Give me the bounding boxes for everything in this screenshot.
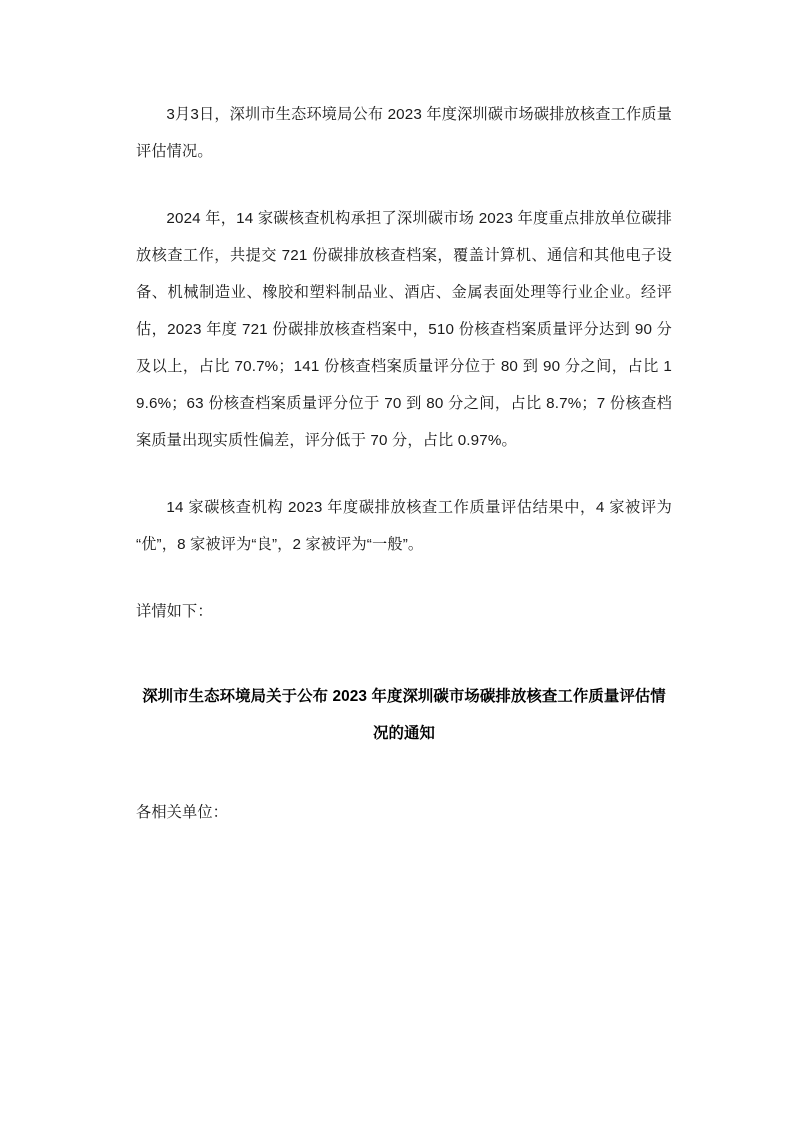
paragraph-statistics: 2024 年，14 家碳核查机构承担了深圳碳市场 2023 年度重点排放单位碳排放核查工作，共提交 721 份碳排放核查档案，覆盖计算机、通信和其他电子设备、机械制造业、橡胶和塑料制品业、酒店、金属表面处理等行业企业。经评估，2023 年度 721 份碳排放核查档案中，510 份核查档案质量评分达到 90 分及以上，占比 70.7%；141 份核查档案质量评分位于 80 到 90 分之间，占比 19.6%；63 份核查档案质量评分位于 70 到 80 分之间，占比 8.7%；7 份核查档案质量出现实质性偏差，评分低于 70 分，占比 0.97%。 (136, 210, 672, 449)
paragraph-addressee: 各相关单位： (136, 804, 229, 821)
paragraph-intro: 3月3日，深圳市生态环境局公布 2023 年度深圳碳市场碳排放核查工作质量评估情况。 (136, 106, 672, 160)
paragraph-ratings: 14 家碳核查机构 2023 年度碳排放核查工作质量评估结果中，4 家被评为“优”，8 家被评为“良”，2 家被评为“一般”。 (136, 499, 672, 553)
title-spacer (136, 630, 672, 678)
paragraph-spacer (136, 170, 672, 200)
notice-title: 深圳市生态环境局关于公布 2023 年度深圳碳市场碳排放核查工作质量评估情况的通知 (142, 688, 666, 742)
document-body (136, 96, 672, 831)
addressee-spacer (136, 752, 672, 794)
paragraph-details-lead: 详情如下： (136, 603, 213, 620)
paragraph-spacer (136, 563, 672, 593)
paragraph-spacer (136, 459, 672, 489)
